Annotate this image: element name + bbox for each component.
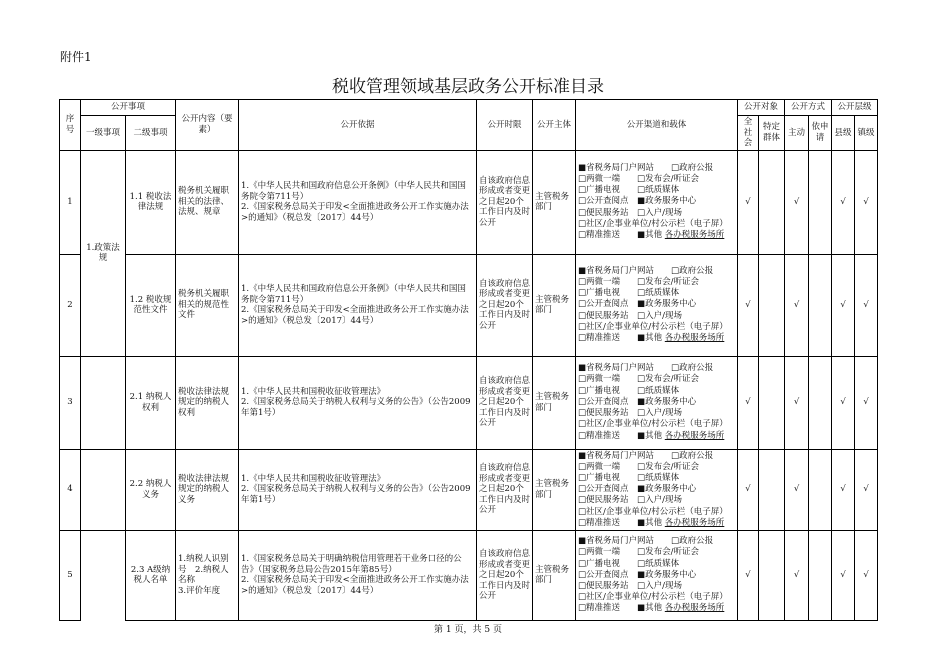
row-time: 自该政府信息形成或者变更之日起20个工作日内及时公开 xyxy=(477,356,533,449)
channel-line: □公开查阅点 ■政务服务中心 xyxy=(578,196,697,207)
channel-other-link: 各办税服务场所 xyxy=(664,333,725,343)
channel-line: □社区/企事业单位/村公示栏（电子屏） xyxy=(578,506,728,517)
check-level-county: √ xyxy=(832,254,855,356)
basis-line: 1.《中华人民共和国税收征收管理法》 xyxy=(241,386,386,397)
row-basis xyxy=(239,356,477,449)
check-mode-request xyxy=(809,150,832,254)
channel-other-link: 各办税服务场所 xyxy=(664,517,725,528)
row-channels xyxy=(576,254,738,356)
table-row xyxy=(60,356,878,449)
basis-line: 1.《国家税务总局关于明确纳税信用管理若干业务口径的公告》（国家税务总局公告2015年第85号） xyxy=(241,554,462,575)
row-subject: 主管税务部门 xyxy=(533,150,576,254)
channel-line: □两微一端 □发布会/听证会 xyxy=(578,374,699,385)
check-level-town: √ xyxy=(855,254,878,356)
table-row xyxy=(60,254,878,356)
check-mode-request xyxy=(809,530,832,620)
check-target-specific xyxy=(759,356,785,449)
table-row xyxy=(60,530,878,620)
basis-line: 2.《国家税务总局关于纳税人权利与义务的公告》（公告2009年第1号） xyxy=(241,397,471,418)
page-title: 税收管理领域基层政务公开标准目录 xyxy=(332,77,604,97)
row-level2: 2.2 纳税人义务 xyxy=(126,449,176,530)
row-seq: 4 xyxy=(60,449,81,530)
page-footer: 第 1 页，共 5 页 xyxy=(434,625,502,635)
channel-line: □社区/企事业单位/村公示栏（电子屏） xyxy=(578,321,728,332)
channel-line xyxy=(578,431,735,442)
header-basis: 公开依据 xyxy=(239,100,477,151)
channel-line xyxy=(578,333,735,344)
check-level-town: √ xyxy=(855,530,878,620)
row-time: 自该政府信息形成或者变更之日起20个工作日内及时公开 xyxy=(477,150,533,254)
row-subject: 主管税务部门 xyxy=(533,449,576,530)
channel-line: ■省税务局门户网站 □政府公报 xyxy=(578,536,714,547)
row-content: 税务机关履职相关的规范性文件 xyxy=(176,254,239,356)
channel-line: □便民服务站 □入户/现场 xyxy=(578,581,682,592)
channel-line: □便民服务站 □入户/现场 xyxy=(578,207,682,218)
row-level2: 1.1 税收法律法规 xyxy=(126,150,176,254)
basis-line: 1.《中华人民共和国政府信息公开条例》（中华人民共和国国务院令第711号） xyxy=(241,181,466,202)
basis-line: 1.《中华人民共和国税收征收管理法》 xyxy=(241,473,386,484)
row-seq: 2 xyxy=(60,254,81,356)
row-time: 自该政府信息形成或者变更之日起20个工作日内及时公开 xyxy=(477,530,533,620)
check-level-town: √ xyxy=(855,150,878,254)
channel-line: ■省税务局门户网站 □政府公报 xyxy=(578,450,714,461)
header-level2: 二级事项 xyxy=(126,116,176,151)
check-target-all: √ xyxy=(738,530,759,620)
row-level2: 2.1 纳税人权利 xyxy=(126,356,176,449)
channel-line: ■省税务局门户网站 □政府公报 xyxy=(578,265,714,276)
channel-line: □广播电视 □纸质媒体 xyxy=(578,558,680,569)
channel-line: □公开查阅点 ■政务服务中心 xyxy=(578,299,697,310)
row-subject: 主管税务部门 xyxy=(533,254,576,356)
check-level-county: √ xyxy=(832,150,855,254)
channel-other-label: □精准推送 ■其他 xyxy=(578,603,663,614)
header-level1: 一级事项 xyxy=(81,116,126,151)
header-time: 公开时限 xyxy=(477,100,533,151)
check-level-county: √ xyxy=(832,356,855,449)
channel-line: □公开查阅点 ■政务服务中心 xyxy=(578,484,697,495)
check-mode-active: √ xyxy=(785,449,809,530)
check-mode-active: √ xyxy=(785,356,809,449)
attachment-label: 附件1 xyxy=(60,50,92,64)
channel-other-link: 各办税服务场所 xyxy=(664,230,725,240)
channel-line: □公开查阅点 ■政务服务中心 xyxy=(578,569,697,580)
channel-other-label: □精准推送 ■其他 xyxy=(578,517,663,528)
basis-line: 1.《中华人民共和国政府信息公开条例》（中华人民共和国国务院令第711号） xyxy=(241,284,466,305)
row-basis xyxy=(239,150,477,254)
check-target-all: √ xyxy=(738,356,759,449)
channel-line: □两微一端 □发布会/听证会 xyxy=(578,461,699,472)
row-content: 1.纳税人识别号 2.纳税人名称 3.评价年度 xyxy=(176,530,239,620)
check-target-specific xyxy=(759,530,785,620)
check-mode-request xyxy=(809,356,832,449)
channel-line xyxy=(578,518,735,529)
row-channels xyxy=(576,530,738,620)
channel-line: □便民服务站 □入户/现场 xyxy=(578,310,682,321)
channel-line: □广播电视 □纸质媒体 xyxy=(578,288,680,299)
row-channels xyxy=(576,356,738,449)
channel-line xyxy=(578,603,735,614)
channel-line: ■省税务局门户网站 □政府公报 xyxy=(578,162,714,173)
header-target-group: 公开对象 xyxy=(738,100,785,116)
check-target-all: √ xyxy=(738,449,759,530)
level1-item: 1.政策法规 xyxy=(81,150,126,356)
header-target-all: 全社会 xyxy=(738,116,759,151)
row-seq: 1 xyxy=(60,150,81,254)
channel-other-link: 各办税服务场所 xyxy=(664,430,725,441)
channel-line: □便民服务站 □入户/现场 xyxy=(578,495,682,506)
check-level-county: √ xyxy=(832,530,855,620)
channel-line xyxy=(578,230,735,241)
check-target-specific xyxy=(759,449,785,530)
header-level-county: 县级 xyxy=(832,116,855,151)
channel-line: □广播电视 □纸质媒体 xyxy=(578,472,680,483)
table-row xyxy=(60,449,878,530)
level1-empty-cell xyxy=(81,449,126,530)
channel-line: □社区/企事业单位/村公示栏（电子屏） xyxy=(578,592,728,603)
header-mode-request: 依申请 xyxy=(809,116,832,151)
channel-other-label: □精准推送 ■其他 xyxy=(578,430,663,441)
row-channels xyxy=(576,150,738,254)
row-channels xyxy=(576,449,738,530)
header-seq: 序号 xyxy=(60,100,81,151)
check-target-all: √ xyxy=(738,150,759,254)
header-subject: 公开主体 xyxy=(533,100,576,151)
check-level-county: √ xyxy=(832,449,855,530)
row-level2: 2.3 A级纳税人名单 xyxy=(126,530,176,620)
channel-other-label: □精准推送 ■其他 xyxy=(578,333,663,343)
basis-line: 2.《国家税务总局关于印发<全面推进政务公开工作实施办法>的通知》（税总发〔2017〕44号） xyxy=(241,305,469,326)
header-channel: 公开渠道和载体 xyxy=(576,100,738,151)
channel-line: □两微一端 □发布会/听证会 xyxy=(578,276,699,287)
header-items-group: 公开事项 xyxy=(81,100,176,116)
channel-line: ■省税务局门户网站 □政府公报 xyxy=(578,363,714,374)
row-basis xyxy=(239,449,477,530)
check-mode-active: √ xyxy=(785,530,809,620)
channel-line: □两微一端 □发布会/听证会 xyxy=(578,547,699,558)
channel-other-label: □精准推送 ■其他 xyxy=(578,230,663,240)
header-content: 公开内容（要素） xyxy=(176,100,239,151)
header-mode-active: 主动 xyxy=(785,116,809,151)
basis-line: 2.《国家税务总局关于印发<全面推进政务公开工作实施办法>的通知》（税总发〔2017〕44号） xyxy=(241,575,469,596)
check-mode-request xyxy=(809,449,832,530)
level1-empty-cell xyxy=(81,530,126,620)
level1-empty-cell xyxy=(81,356,126,449)
row-subject: 主管税务部门 xyxy=(533,530,576,620)
row-seq: 3 xyxy=(60,356,81,449)
row-subject: 主管税务部门 xyxy=(533,356,576,449)
check-target-all: √ xyxy=(738,254,759,356)
channel-other-link: 各办税服务场所 xyxy=(664,603,725,614)
row-time: 自该政府信息形成或者变更之日起20个工作日内及时公开 xyxy=(477,449,533,530)
check-target-specific xyxy=(759,150,785,254)
header-mode-group: 公开方式 xyxy=(785,100,832,116)
channel-line: □社区/企事业单位/村公示栏（电子屏） xyxy=(578,419,728,430)
basis-line: 2.《国家税务总局关于纳税人权利与义务的公告》（公告2009年第1号） xyxy=(241,484,471,505)
check-level-town: √ xyxy=(855,356,878,449)
header-target-specific: 特定群体 xyxy=(759,116,785,151)
row-basis xyxy=(239,254,477,356)
basis-line: 2.《国家税务总局关于印发<全面推进政务公开工作实施办法>的通知》（税总发〔2017〕44号） xyxy=(241,202,469,223)
channel-line: □广播电视 □纸质媒体 xyxy=(578,385,680,396)
channel-line: □公开查阅点 ■政务服务中心 xyxy=(578,396,697,407)
check-target-specific xyxy=(759,254,785,356)
row-content: 税收法律法规规定的纳税人权利 xyxy=(176,356,239,449)
row-level2: 1.2 税收规范性文件 xyxy=(126,254,176,356)
catalog-table xyxy=(59,99,878,621)
row-time: 自该政府信息形成或者变更之日起20个工作日内及时公开 xyxy=(477,254,533,356)
row-content: 税收法律法规规定的纳税人义务 xyxy=(176,449,239,530)
channel-line: □社区/企事业单位/村公示栏（电子屏） xyxy=(578,218,728,229)
check-level-town: √ xyxy=(855,449,878,530)
header-level-group: 公开层级 xyxy=(832,100,878,116)
header-level-town: 镇级 xyxy=(855,116,878,151)
row-content: 税务机关履职相关的法律、法规、规章 xyxy=(176,150,239,254)
channel-line: □两微一端 □发布会/听证会 xyxy=(578,173,699,184)
check-mode-active: √ xyxy=(785,254,809,356)
check-mode-active: √ xyxy=(785,150,809,254)
row-basis xyxy=(239,530,477,620)
check-mode-request xyxy=(809,254,832,356)
row-seq: 5 xyxy=(60,530,81,620)
channel-line: □广播电视 □纸质媒体 xyxy=(578,185,680,196)
channel-line: □便民服务站 □入户/现场 xyxy=(578,408,682,419)
table-row xyxy=(60,150,878,254)
